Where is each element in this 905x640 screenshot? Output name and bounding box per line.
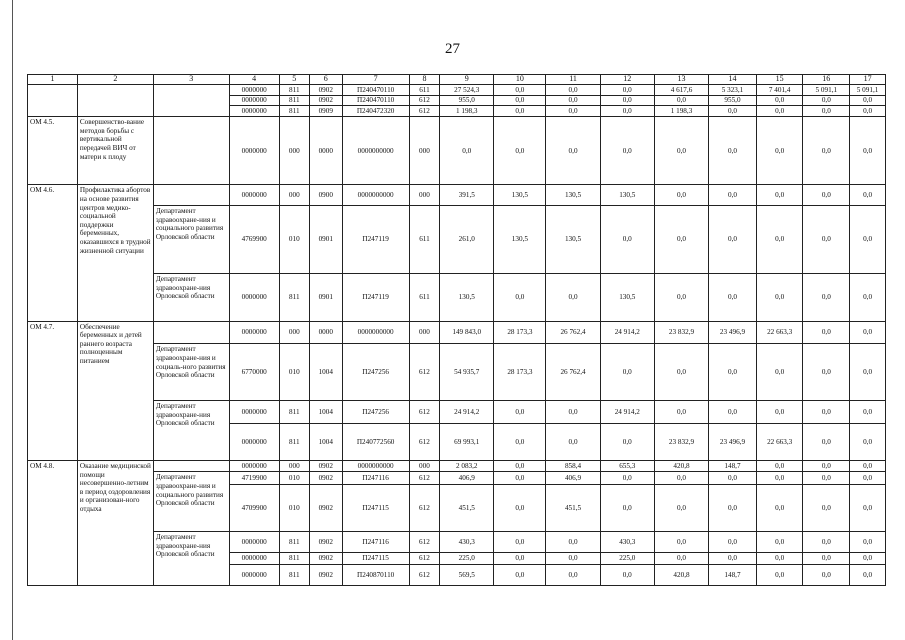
amount-cell: 451,5 (546, 484, 600, 531)
code-cell-c7: П247256 (342, 401, 409, 424)
code-cell-c4: 4719900 (229, 472, 279, 484)
amount-cell: 0,0 (850, 95, 886, 105)
code-cell-c6: 0901 (309, 274, 342, 321)
amount-cell: 0,0 (600, 85, 654, 95)
amount-cell: 0,0 (709, 401, 757, 424)
executor-cell (153, 117, 229, 185)
amount-cell: 0,0 (803, 565, 850, 586)
measure-name-cell: Обеспечение беременных и детей раннего возраста полноценным питанием (77, 321, 153, 460)
code-cell-c5: 811 (279, 552, 309, 564)
amount-cell: 0,0 (850, 460, 886, 471)
code-cell-c5: 000 (279, 117, 309, 185)
amount-cell: 430,3 (600, 532, 654, 553)
amount-cell: 0,0 (654, 95, 708, 105)
amount-cell: 0,0 (756, 472, 803, 484)
code-cell-c6: 0902 (309, 472, 342, 484)
amount-cell: 0,0 (803, 274, 850, 321)
amount-cell: 0,0 (654, 117, 708, 185)
amount-cell: 0,0 (850, 484, 886, 531)
amount-cell: 0,0 (654, 472, 708, 484)
amount-cell: 0,0 (709, 472, 757, 484)
amount-cell: 0,0 (850, 423, 886, 460)
code-cell-c8: 612 (409, 552, 439, 564)
code-cell-c8: 611 (409, 85, 439, 95)
amount-cell: 0,0 (654, 206, 708, 274)
code-cell-c6: 0902 (309, 95, 342, 105)
left-margin-rule (12, 0, 13, 640)
amount-cell: 4 617,6 (654, 85, 708, 95)
code-cell-c5: 010 (279, 484, 309, 531)
amount-cell: 0,0 (600, 484, 654, 531)
header-cell: 11 (546, 75, 600, 85)
amount-cell: 0,0 (756, 484, 803, 531)
amount-cell: 0,0 (494, 472, 546, 484)
code-cell-c5: 811 (279, 105, 309, 116)
code-cell-c7: П247115 (342, 552, 409, 564)
code-cell-c6: 0902 (309, 552, 342, 564)
amount-cell: 261,0 (440, 206, 494, 274)
amount-cell: 0,0 (850, 321, 886, 344)
amount-cell: 0,0 (756, 401, 803, 424)
executor-cell (153, 85, 229, 117)
amount-cell: 28 173,3 (494, 321, 546, 344)
amount-cell: 0,0 (600, 423, 654, 460)
header-cell: 13 (654, 75, 708, 85)
amount-cell: 23 832,9 (654, 423, 708, 460)
code-cell-c5: 000 (279, 185, 309, 206)
header-cell: 6 (309, 75, 342, 85)
amount-cell: 430,3 (440, 532, 494, 553)
amount-cell: 0,0 (803, 321, 850, 344)
amount-cell: 0,0 (803, 472, 850, 484)
code-cell-c7: П247116 (342, 472, 409, 484)
amount-cell: 130,5 (600, 185, 654, 206)
amount-cell: 0,0 (546, 274, 600, 321)
amount-cell: 0,0 (494, 105, 546, 116)
amount-cell: 0,0 (709, 484, 757, 531)
code-cell-c8: 612 (409, 95, 439, 105)
header-row (28, 75, 886, 85)
table-row (28, 472, 886, 484)
header-cell: 16 (803, 75, 850, 85)
amount-cell: 0,0 (756, 532, 803, 553)
amount-cell: 0,0 (494, 565, 546, 586)
budget-table (27, 74, 886, 586)
amount-cell: 69 993,1 (440, 423, 494, 460)
code-cell-c8: 611 (409, 274, 439, 321)
amount-cell: 406,9 (546, 472, 600, 484)
executor-cell (153, 185, 229, 206)
code-cell-c6: 0902 (309, 565, 342, 586)
amount-cell: 0,0 (546, 423, 600, 460)
amount-cell: 5 091,1 (803, 85, 850, 95)
amount-cell: 0,0 (850, 565, 886, 586)
amount-cell: 1 198,3 (654, 105, 708, 116)
amount-cell: 54 935,7 (440, 344, 494, 401)
amount-cell: 0,0 (546, 565, 600, 586)
code-cell-c8: 612 (409, 105, 439, 116)
code-cell-c8: 000 (409, 321, 439, 344)
amount-cell: 420,8 (654, 565, 708, 586)
code-cell-c5: 811 (279, 401, 309, 424)
code-cell-c4: 0000000 (229, 105, 279, 116)
amount-cell: 0,0 (494, 117, 546, 185)
amount-cell: 955,0 (440, 95, 494, 105)
amount-cell: 0,0 (546, 401, 600, 424)
amount-cell: 0,0 (709, 105, 757, 116)
code-cell-c4: 0000000 (229, 85, 279, 95)
code-cell-c4: 0000000 (229, 423, 279, 460)
amount-cell: 0,0 (654, 274, 708, 321)
code-cell-c6: 0901 (309, 206, 342, 274)
amount-cell: 0,0 (756, 105, 803, 116)
code-cell-c8: 612 (409, 344, 439, 401)
amount-cell: 0,0 (850, 206, 886, 274)
amount-cell: 0,0 (654, 484, 708, 531)
table-row (28, 401, 886, 424)
amount-cell: 26 762,4 (546, 344, 600, 401)
amount-cell: 26 762,4 (546, 321, 600, 344)
code-cell-c5: 000 (279, 460, 309, 471)
amount-cell: 569,5 (440, 565, 494, 586)
header-cell: 12 (600, 75, 654, 85)
code-cell-c5: 811 (279, 85, 309, 95)
amount-cell: 0,0 (709, 532, 757, 553)
header-cell: 7 (342, 75, 409, 85)
code-cell-c8: 000 (409, 185, 439, 206)
measure-code-cell (28, 85, 78, 117)
amount-cell: 0,0 (850, 552, 886, 564)
header-cell: 10 (494, 75, 546, 85)
amount-cell: 148,7 (709, 460, 757, 471)
amount-cell: 149 843,0 (440, 321, 494, 344)
amount-cell: 0,0 (850, 274, 886, 321)
amount-cell: 130,5 (600, 274, 654, 321)
amount-cell: 0,0 (850, 117, 886, 185)
header-cell: 2 (77, 75, 153, 85)
amount-cell: 22 663,3 (756, 423, 803, 460)
amount-cell: 406,9 (440, 472, 494, 484)
amount-cell: 23 496,9 (709, 423, 757, 460)
code-cell-c7: 0000000000 (342, 321, 409, 344)
amount-cell: 0,0 (803, 460, 850, 471)
code-cell-c4: 0000000 (229, 185, 279, 206)
code-cell-c7: П240772560 (342, 423, 409, 460)
table-row (28, 460, 886, 471)
code-cell-c8: 612 (409, 472, 439, 484)
header-cell: 5 (279, 75, 309, 85)
code-cell-c5: 811 (279, 274, 309, 321)
code-cell-c6: 0909 (309, 105, 342, 116)
amount-cell: 0,0 (654, 532, 708, 553)
amount-cell: 0,0 (756, 185, 803, 206)
header-cell: 15 (756, 75, 803, 85)
amount-cell: 130,5 (546, 206, 600, 274)
amount-cell: 0,0 (546, 85, 600, 95)
amount-cell: 0,0 (440, 117, 494, 185)
amount-cell: 0,0 (850, 185, 886, 206)
code-cell-c8: 612 (409, 565, 439, 586)
amount-cell: 0,0 (756, 117, 803, 185)
amount-cell: 955,0 (709, 95, 757, 105)
executor-cell: Департамент здравоохране-ния и социального развития Орловской области (153, 472, 229, 532)
amount-cell: 0,0 (494, 460, 546, 471)
amount-cell: 2 083,2 (440, 460, 494, 471)
code-cell-c5: 811 (279, 95, 309, 105)
amount-cell: 655,3 (600, 460, 654, 471)
amount-cell: 0,0 (494, 532, 546, 553)
code-cell-c6: 0902 (309, 460, 342, 471)
amount-cell: 0,0 (803, 206, 850, 274)
amount-cell: 0,0 (709, 117, 757, 185)
amount-cell: 420,8 (654, 460, 708, 471)
amount-cell: 0,0 (600, 472, 654, 484)
code-cell-c4: 6770000 (229, 344, 279, 401)
code-cell-c6: 0902 (309, 532, 342, 553)
code-cell-c8: 611 (409, 206, 439, 274)
amount-cell: 0,0 (850, 532, 886, 553)
code-cell-c4: 4769900 (229, 206, 279, 274)
amount-cell: 0,0 (494, 484, 546, 531)
table-row (28, 274, 886, 321)
executor-cell: Департамент здравоохране-ния и социального развития Орловской области (153, 206, 229, 274)
code-cell-c7: П247119 (342, 206, 409, 274)
amount-cell: 7 401,4 (756, 85, 803, 95)
amount-cell: 0,0 (494, 423, 546, 460)
amount-cell: 0,0 (756, 206, 803, 274)
code-cell-c7: П240870110 (342, 565, 409, 586)
amount-cell: 0,0 (494, 95, 546, 105)
page-number: 27 (445, 41, 460, 57)
code-cell-c4: 0000000 (229, 552, 279, 564)
measure-code-cell: ОМ 4.7. (28, 321, 78, 460)
executor-cell (153, 321, 229, 344)
code-cell-c8: 000 (409, 117, 439, 185)
amount-cell: 0,0 (709, 274, 757, 321)
amount-cell: 0,0 (600, 117, 654, 185)
code-cell-c5: 811 (279, 423, 309, 460)
header-cell: 3 (153, 75, 229, 85)
table-row (28, 206, 886, 274)
code-cell-c7: П247256 (342, 344, 409, 401)
amount-cell: 0,0 (546, 117, 600, 185)
code-cell-c4: 0000000 (229, 532, 279, 553)
code-cell-c6: 0902 (309, 484, 342, 531)
amount-cell: 225,0 (600, 552, 654, 564)
amount-cell: 0,0 (709, 185, 757, 206)
code-cell-c8: 612 (409, 532, 439, 553)
amount-cell: 0,0 (494, 552, 546, 564)
header-cell: 14 (709, 75, 757, 85)
table-row (28, 532, 886, 553)
amount-cell: 0,0 (654, 401, 708, 424)
amount-cell: 0,0 (803, 423, 850, 460)
header-cell: 1 (28, 75, 78, 85)
amount-cell: 0,0 (756, 565, 803, 586)
amount-cell: 148,7 (709, 565, 757, 586)
table-row (28, 344, 886, 401)
executor-cell: Департамент здравоохране-ния и социаль-ного развития Орловской области (153, 344, 229, 401)
header-cell: 4 (229, 75, 279, 85)
code-cell-c6: 0902 (309, 85, 342, 95)
amount-cell: 0,0 (546, 95, 600, 105)
amount-cell: 0,0 (709, 206, 757, 274)
amount-cell: 0,0 (600, 95, 654, 105)
amount-cell: 0,0 (756, 552, 803, 564)
amount-cell: 0,0 (803, 401, 850, 424)
amount-cell: 24 914,2 (440, 401, 494, 424)
amount-cell: 27 524,3 (440, 85, 494, 95)
amount-cell: 5 091,1 (850, 85, 886, 95)
measure-name-cell: Оказание медицинской помощи несовершенно-летним в период оздоровления и организован-ного отдыха (77, 460, 153, 585)
code-cell-c7: П240472320 (342, 105, 409, 116)
code-cell-c4: 0000000 (229, 95, 279, 105)
amount-cell: 0,0 (803, 532, 850, 553)
code-cell-c4: 0000000 (229, 401, 279, 424)
amount-cell: 0,0 (494, 401, 546, 424)
table-row (28, 117, 886, 185)
code-cell-c5: 811 (279, 532, 309, 553)
code-cell-c7: П240470110 (342, 95, 409, 105)
amount-cell: 0,0 (494, 85, 546, 95)
amount-cell: 0,0 (803, 117, 850, 185)
table-row (28, 321, 886, 344)
table-row (28, 85, 886, 95)
amount-cell: 24 914,2 (600, 321, 654, 344)
code-cell-c6: 1004 (309, 344, 342, 401)
amount-cell: 23 832,9 (654, 321, 708, 344)
code-cell-c4: 4709900 (229, 484, 279, 531)
amount-cell: 0,0 (803, 185, 850, 206)
measure-name-cell: Профилактика абортов на основе развития центров медико-социальной поддержки беременных, оказавшихся в трудной жизненной ситуации (77, 185, 153, 321)
code-cell-c6: 0000 (309, 321, 342, 344)
executor-cell: Департамент здравоохране-ния Орловской области (153, 401, 229, 461)
code-cell-c6: 0000 (309, 117, 342, 185)
amount-cell: 130,5 (494, 185, 546, 206)
code-cell-c7: 0000000000 (342, 460, 409, 471)
code-cell-c7: П247115 (342, 484, 409, 531)
header-cell: 8 (409, 75, 439, 85)
amount-cell: 0,0 (494, 274, 546, 321)
amount-cell: 0,0 (600, 206, 654, 274)
code-cell-c7: 0000000000 (342, 117, 409, 185)
code-cell-c8: 612 (409, 401, 439, 424)
code-cell-c8: 000 (409, 460, 439, 471)
code-cell-c7: П247119 (342, 274, 409, 321)
amount-cell: 0,0 (803, 105, 850, 116)
amount-cell: 24 914,2 (600, 401, 654, 424)
table-row (28, 185, 886, 206)
amount-cell: 130,5 (546, 185, 600, 206)
executor-cell: Департамент здравоохране-ния Орловской области (153, 532, 229, 586)
amount-cell: 0,0 (850, 105, 886, 116)
amount-cell: 391,5 (440, 185, 494, 206)
measure-name-cell (77, 85, 153, 117)
measure-name-cell: Совершенство-вание методов борьбы с вертикальной передачей ВИЧ от матери к плоду (77, 117, 153, 185)
amount-cell: 0,0 (600, 565, 654, 586)
amount-cell: 0,0 (756, 344, 803, 401)
code-cell-c7: П240470110 (342, 85, 409, 95)
code-cell-c4: 0000000 (229, 274, 279, 321)
amount-cell: 0,0 (654, 552, 708, 564)
code-cell-c6: 0900 (309, 185, 342, 206)
code-cell-c5: 811 (279, 565, 309, 586)
header-cell: 9 (440, 75, 494, 85)
measure-code-cell: ОМ 4.6. (28, 185, 78, 321)
amount-cell: 0,0 (600, 105, 654, 116)
amount-cell: 0,0 (709, 344, 757, 401)
amount-cell: 0,0 (850, 344, 886, 401)
amount-cell: 130,5 (494, 206, 546, 274)
amount-cell: 1 198,3 (440, 105, 494, 116)
amount-cell: 0,0 (756, 460, 803, 471)
amount-cell: 22 663,3 (756, 321, 803, 344)
amount-cell: 0,0 (654, 185, 708, 206)
code-cell-c8: 612 (409, 484, 439, 531)
code-cell-c5: 000 (279, 321, 309, 344)
amount-cell: 5 323,1 (709, 85, 757, 95)
measure-code-cell: ОМ 4.8. (28, 460, 78, 585)
code-cell-c5: 010 (279, 344, 309, 401)
amount-cell: 0,0 (546, 105, 600, 116)
amount-cell: 23 496,9 (709, 321, 757, 344)
amount-cell: 0,0 (803, 344, 850, 401)
header-cell: 17 (850, 75, 886, 85)
amount-cell: 0,0 (850, 472, 886, 484)
amount-cell: 0,0 (546, 532, 600, 553)
amount-cell: 0,0 (654, 344, 708, 401)
amount-cell: 0,0 (803, 95, 850, 105)
amount-cell: 0,0 (600, 344, 654, 401)
executor-cell (153, 460, 229, 471)
code-cell-c6: 1004 (309, 423, 342, 460)
amount-cell: 0,0 (709, 552, 757, 564)
code-cell-c4: 0000000 (229, 321, 279, 344)
code-cell-c5: 010 (279, 206, 309, 274)
amount-cell: 0,0 (756, 274, 803, 321)
measure-code-cell: ОМ 4.5. (28, 117, 78, 185)
code-cell-c4: 0000000 (229, 460, 279, 471)
executor-cell: Департамент здравоохране-ния Орловской области (153, 274, 229, 321)
code-cell-c7: 0000000000 (342, 185, 409, 206)
amount-cell: 451,5 (440, 484, 494, 531)
amount-cell: 0,0 (546, 552, 600, 564)
code-cell-c5: 010 (279, 472, 309, 484)
code-cell-c4: 0000000 (229, 565, 279, 586)
code-cell-c7: П247116 (342, 532, 409, 553)
amount-cell: 858,4 (546, 460, 600, 471)
code-cell-c8: 612 (409, 423, 439, 460)
amount-cell: 130,5 (440, 274, 494, 321)
amount-cell: 0,0 (756, 95, 803, 105)
amount-cell: 225,0 (440, 552, 494, 564)
amount-cell: 0,0 (803, 484, 850, 531)
amount-cell: 0,0 (850, 401, 886, 424)
amount-cell: 28 173,3 (494, 344, 546, 401)
amount-cell: 0,0 (803, 552, 850, 564)
code-cell-c6: 1004 (309, 401, 342, 424)
code-cell-c4: 0000000 (229, 117, 279, 185)
